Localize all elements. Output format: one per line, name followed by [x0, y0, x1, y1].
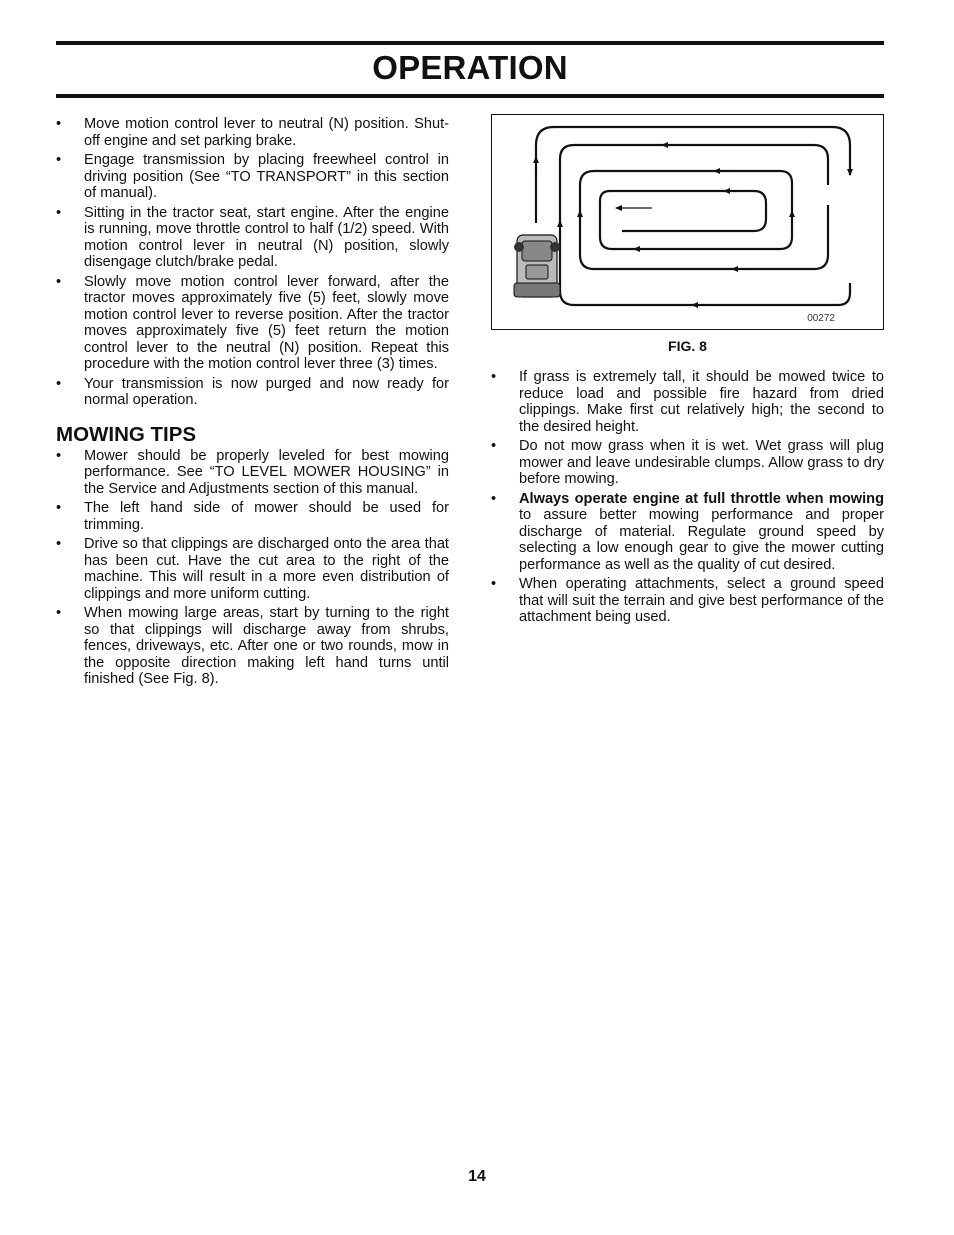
tractor-icon	[514, 235, 560, 297]
page-number: 14	[468, 1168, 486, 1185]
list-item: • Move motion control lever to neutral (N) position. Shut-off engine and set parking brake.	[56, 116, 449, 149]
mowing-tips-list	[56, 448, 449, 688]
list-item: • When mowing large areas, start by turning to the right so that clippings will discharge away from shrubs, fences, driveways, etc. After one or two rounds, mow in the opposite direction making left hand turns until finished (See Fig. 8).	[56, 605, 449, 688]
list-item: • Always operate engine at full throttle when mowing to assure better mowing performance and proper discharge of material. Regulate ground speed by selecting a low enough gear to give the mower cutting performance as well as the quality of cut desired.	[491, 491, 884, 574]
list-item: • Do not mow grass when it is wet. Wet grass will plug mower and leave undesirable clumps. Allow grass to dry before mowing.	[491, 438, 884, 488]
page-title: OPERATION	[372, 49, 568, 86]
figure-caption: FIG. 8	[668, 338, 707, 354]
list-item: • If grass is extremely tall, it should be mowed twice to reduce load and possible fire hazard from dried clippings. Make first cut relatively high; the second to the desired height.	[491, 369, 884, 435]
purge-steps-list	[56, 116, 449, 409]
header-rule-bottom	[56, 94, 884, 98]
list-item: • Engage transmission by placing freewheel control in driving position (See “TO TRANSPORT” in this section of manual).	[56, 152, 449, 202]
list-item: • When operating attachments, select a ground speed that will suit the terrain and give best performance of the attachment being used.	[491, 576, 884, 626]
figure-8-frame	[491, 114, 884, 330]
list-item: • Your transmission is now purged and now ready for normal operation.	[56, 376, 449, 409]
list-item: • The left hand side of mower should be used for trimming.	[56, 500, 449, 533]
mowing-tips-heading: MOWING TIPS	[56, 422, 197, 446]
figure-code: 00272	[807, 313, 835, 324]
list-item: • Mower should be properly leveled for best mowing performance. See “TO LEVEL MOWER HOUSING” in the Service and Adjustments section of this manual.	[56, 448, 449, 498]
list-item: • Sitting in the tractor seat, start engine. After the engine is running, move throttle control to half (1/2) speed. With motion control lever in neutral (N) position, slowly disengage clutch/brake pedal.	[56, 205, 449, 271]
list-item: • Drive so that clippings are discharged onto the area that has been cut. Have the cut area to the right of the machine. This will result in a more even distribution of clippings and more uniform cutting.	[56, 536, 449, 602]
mowing-tips-continued-list	[491, 369, 884, 626]
list-item: • Slowly move motion control lever forward, after the tractor moves approximately five (5) feet, slowly move motion control lever to reverse position. After the tractor moves approximately five (5) feet return the motion control lever to the neutral (N) position. Repeat this procedure with the motion control lever three (3) times.	[56, 274, 449, 373]
right-column	[491, 369, 884, 629]
mowing-path-diagram	[492, 115, 882, 328]
left-column	[56, 116, 449, 691]
